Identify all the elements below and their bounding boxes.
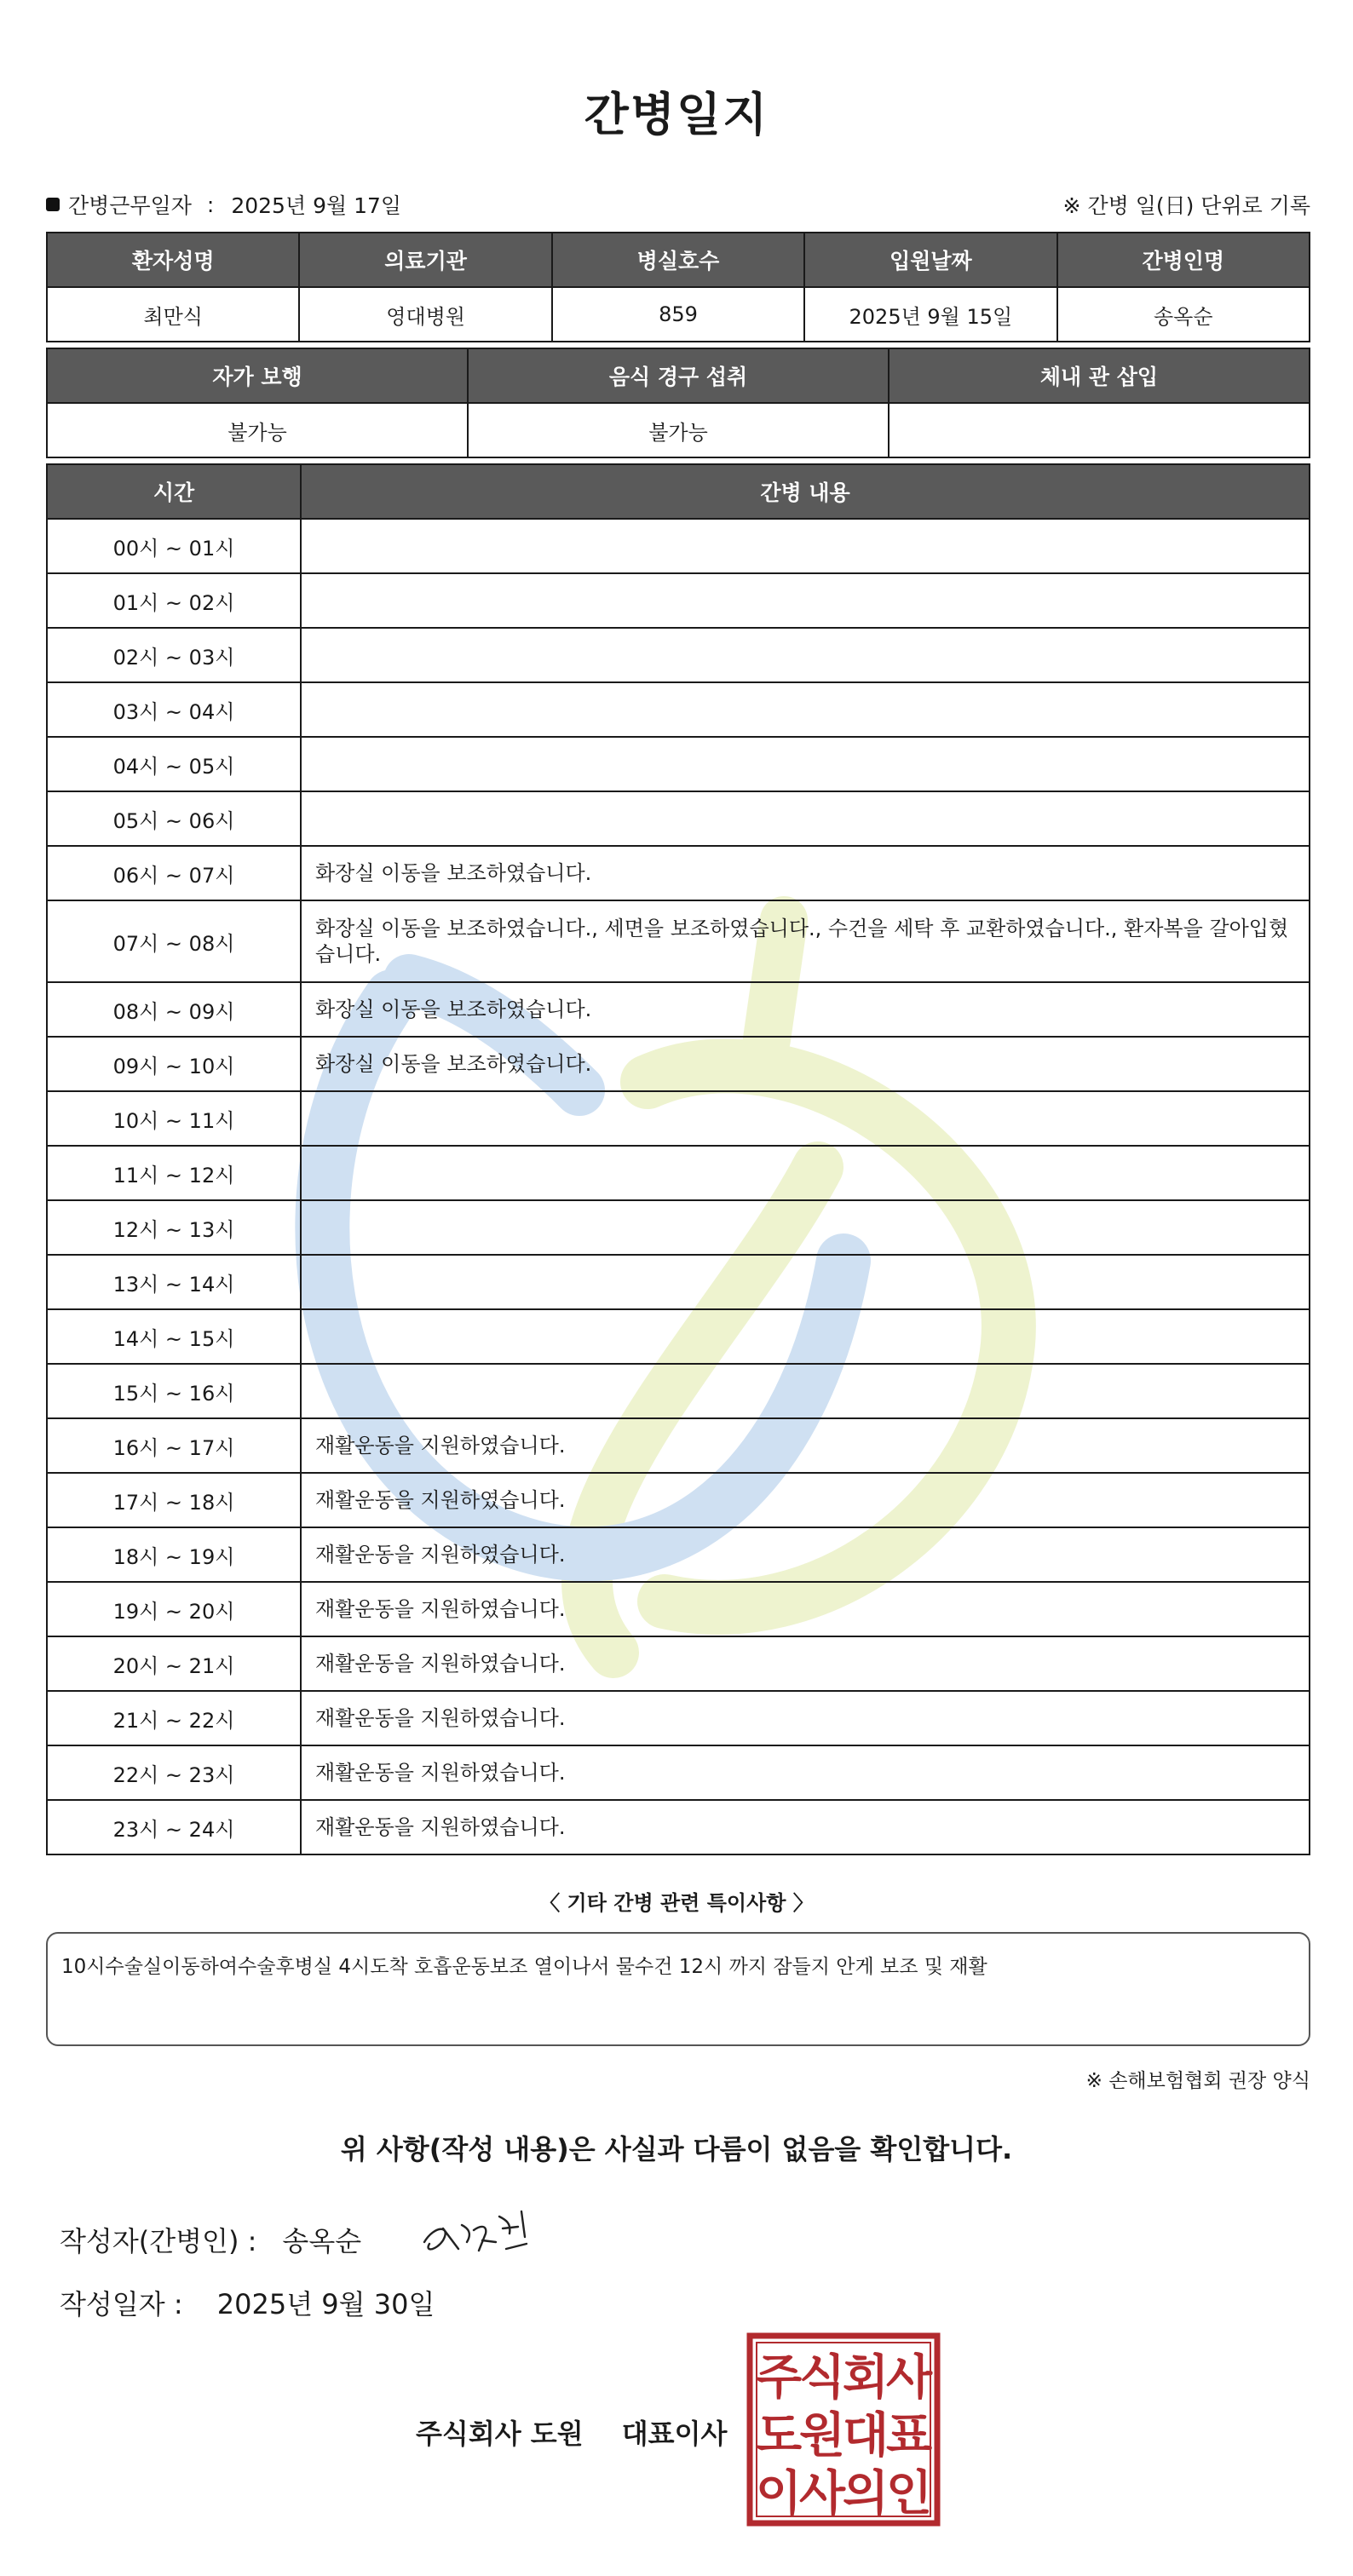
care-row — [47, 1527, 1310, 1582]
notes-title: 〈 기타 간병 관련 특이사항 〉 — [539, 1891, 814, 1915]
header-patient-name: 환자성명 — [47, 233, 299, 287]
care-row — [47, 573, 1310, 628]
care-row-time: 01시 ~ 02시 — [47, 573, 301, 628]
header-admission-date: 입원날짜 — [804, 233, 1056, 287]
care-row-time: 02시 ~ 03시 — [47, 628, 301, 682]
care-row-content: 화장실 이동을 보조하였습니다. — [301, 1037, 1310, 1091]
seal-char: 사 — [885, 2350, 933, 2406]
care-row — [47, 846, 1310, 900]
care-row-content: 재활운동을 지원하였습니다. — [301, 1527, 1310, 1582]
caregiver-name-value: 송옥순 — [1057, 287, 1310, 342]
patient-name-value: 최만식 — [47, 287, 299, 342]
header-caregiver-name: 간병인명 — [1057, 233, 1310, 287]
care-row-content — [301, 791, 1310, 846]
care-row — [47, 1636, 1310, 1691]
care-row-content: 재활운동을 지원하였습니다. — [301, 1636, 1310, 1691]
company-name: 주식회사 도원 — [416, 2418, 584, 2450]
seal-char: 회 — [842, 2350, 890, 2406]
care-row — [47, 1800, 1310, 1854]
care-row — [47, 1309, 1310, 1364]
care-row — [47, 1582, 1310, 1636]
care-row — [47, 1745, 1310, 1800]
care-row-time: 10시 ~ 11시 — [47, 1091, 301, 1146]
care-row-time: 20시 ~ 21시 — [47, 1636, 301, 1691]
care-row-time: 09시 ~ 10시 — [47, 1037, 301, 1091]
care-row-content: 재활운동을 지원하였습니다. — [301, 1691, 1310, 1745]
care-row-time: 16시 ~ 17시 — [47, 1418, 301, 1473]
care-row-content — [301, 1200, 1310, 1255]
seal-char: 도 — [755, 2408, 803, 2464]
care-row — [47, 1091, 1310, 1146]
daily-record-note: ※ 간병 일(日) 단위로 기록 — [1062, 193, 1310, 218]
hourly-care-table — [46, 463, 1310, 1855]
header-room-number: 병실호수 — [552, 233, 804, 287]
care-row-time: 19시 ~ 20시 — [47, 1582, 301, 1636]
care-row-content — [301, 1255, 1310, 1309]
care-row-content — [301, 737, 1310, 791]
association-note: ※ 손해보험협회 권장 양식 — [1085, 2070, 1310, 2092]
care-row — [47, 1691, 1310, 1745]
care-row — [47, 1200, 1310, 1255]
care-row-content: 재활운동을 지원하였습니다. — [301, 1473, 1310, 1527]
care-row-time: 22시 ~ 23시 — [47, 1745, 301, 1800]
care-row-time: 07시 ~ 08시 — [47, 900, 301, 982]
care-row-content: 화장실 이동을 보조하였습니다., 세면을 보조하였습니다., 수건을 세탁 후 교환하였습니다., 환자복을 갈아입혔습니다. — [301, 900, 1310, 982]
room-number-value: 859 — [552, 287, 804, 342]
care-row-content — [301, 682, 1310, 737]
care-row-content — [301, 573, 1310, 628]
seal-char: 의 — [842, 2466, 890, 2521]
care-row-time: 04시 ~ 05시 — [47, 737, 301, 791]
care-row-content — [301, 1364, 1310, 1418]
bullet-square-icon — [46, 198, 60, 211]
care-row-time: 06시 ~ 07시 — [47, 846, 301, 900]
writer-label: 작성자(간병인) : — [60, 2225, 257, 2257]
patient-info-table — [46, 232, 1310, 342]
care-row — [47, 737, 1310, 791]
care-row-content: 재활운동을 지원하였습니다. — [301, 1745, 1310, 1800]
care-row-time: 08시 ~ 09시 — [47, 982, 301, 1037]
care-row — [47, 900, 1310, 982]
seal-char: 주 — [755, 2350, 803, 2406]
care-row-time: 00시 ~ 01시 — [47, 519, 301, 573]
tube-insertion-value — [889, 403, 1310, 457]
company-role: 대표이사 — [621, 2418, 728, 2450]
care-row-time: 23시 ~ 24시 — [47, 1800, 301, 1854]
self-walking-value: 불가능 — [47, 403, 468, 457]
writer-line — [60, 2220, 361, 2259]
seal-char: 식 — [798, 2350, 846, 2406]
document-title: 간병일지 — [584, 88, 769, 141]
care-row-content: 재활운동을 지원하였습니다. — [301, 1582, 1310, 1636]
care-row-time: 13시 ~ 14시 — [47, 1255, 301, 1309]
care-row-content — [301, 1309, 1310, 1364]
header-hospital: 의료기관 — [299, 233, 551, 287]
header-care-content: 간병 내용 — [301, 464, 1310, 519]
seal-char: 인 — [885, 2466, 933, 2521]
work-date-label: 간병근무일자 — [68, 193, 192, 218]
care-row — [47, 682, 1310, 737]
work-date-block — [46, 189, 401, 220]
signature-icon — [417, 2199, 545, 2268]
company-line — [416, 2412, 756, 2452]
care-row-time: 14시 ~ 15시 — [47, 1309, 301, 1364]
care-row — [47, 628, 1310, 682]
header-time: 시간 — [47, 464, 301, 519]
care-row-time: 11시 ~ 12시 — [47, 1146, 301, 1200]
care-row-time: 15시 ~ 16시 — [47, 1364, 301, 1418]
seal-char: 이 — [755, 2466, 803, 2521]
care-row-time: 17시 ~ 18시 — [47, 1473, 301, 1527]
header-tube-insertion: 체내 관 삽입 — [889, 348, 1310, 403]
care-row — [47, 1364, 1310, 1418]
company-seal-icon — [746, 2332, 941, 2527]
care-row — [47, 1473, 1310, 1527]
seal-char: 표 — [885, 2408, 933, 2464]
care-row — [47, 982, 1310, 1037]
seal-char: 원 — [798, 2408, 846, 2464]
care-row-time: 18시 ~ 19시 — [47, 1527, 301, 1582]
care-row-time: 12시 ~ 13시 — [47, 1200, 301, 1255]
header-self-walking: 자가 보행 — [47, 348, 468, 403]
care-row — [47, 1146, 1310, 1200]
care-row — [47, 1037, 1310, 1091]
meta-row — [46, 189, 1310, 223]
patient-status-table — [46, 348, 1310, 458]
care-row-content: 화장실 이동을 보조하였습니다. — [301, 846, 1310, 900]
seal-char: 사 — [798, 2466, 846, 2521]
notes-text: 10시수술실이동하여수술후병실 4시도착 호흡운동보조 열이나서 물수건 12시 까지 잠들지 안게 보조 및 재활 — [61, 1956, 987, 1978]
seal-char: 대 — [842, 2408, 890, 2464]
care-row-content — [301, 519, 1310, 573]
writer-name: 송옥순 — [282, 2225, 362, 2257]
notes-box — [46, 1932, 1310, 2046]
hospital-value: 영대병원 — [299, 287, 551, 342]
work-date-value: 2025년 9월 17일 — [231, 193, 402, 218]
care-row — [47, 1418, 1310, 1473]
care-row-content: 재활운동을 지원하였습니다. — [301, 1418, 1310, 1473]
care-row — [47, 519, 1310, 573]
confirmation-statement: 위 사항(작성 내용)은 사실과 다름이 없음을 확인합니다. — [340, 2133, 1013, 2165]
care-row-time: 03시 ~ 04시 — [47, 682, 301, 737]
write-date-value: 2025년 9월 30일 — [216, 2288, 435, 2320]
care-row-content: 재활운동을 지원하였습니다. — [301, 1800, 1310, 1854]
care-row-content — [301, 628, 1310, 682]
care-row — [47, 791, 1310, 846]
admission-date-value: 2025년 9월 15일 — [804, 287, 1056, 342]
care-row-time: 21시 ~ 22시 — [47, 1691, 301, 1745]
care-row-content: 화장실 이동을 보조하였습니다. — [301, 982, 1310, 1037]
write-date-label: 작성일자 : — [60, 2288, 183, 2320]
oral-intake-value: 불가능 — [468, 403, 889, 457]
care-row-content — [301, 1146, 1310, 1200]
work-date-colon: : — [206, 192, 215, 217]
care-row-content — [301, 1091, 1310, 1146]
care-row — [47, 1255, 1310, 1309]
write-date-line — [60, 2283, 435, 2322]
header-oral-intake: 음식 경구 섭취 — [468, 348, 889, 403]
care-row-time: 05시 ~ 06시 — [47, 791, 301, 846]
